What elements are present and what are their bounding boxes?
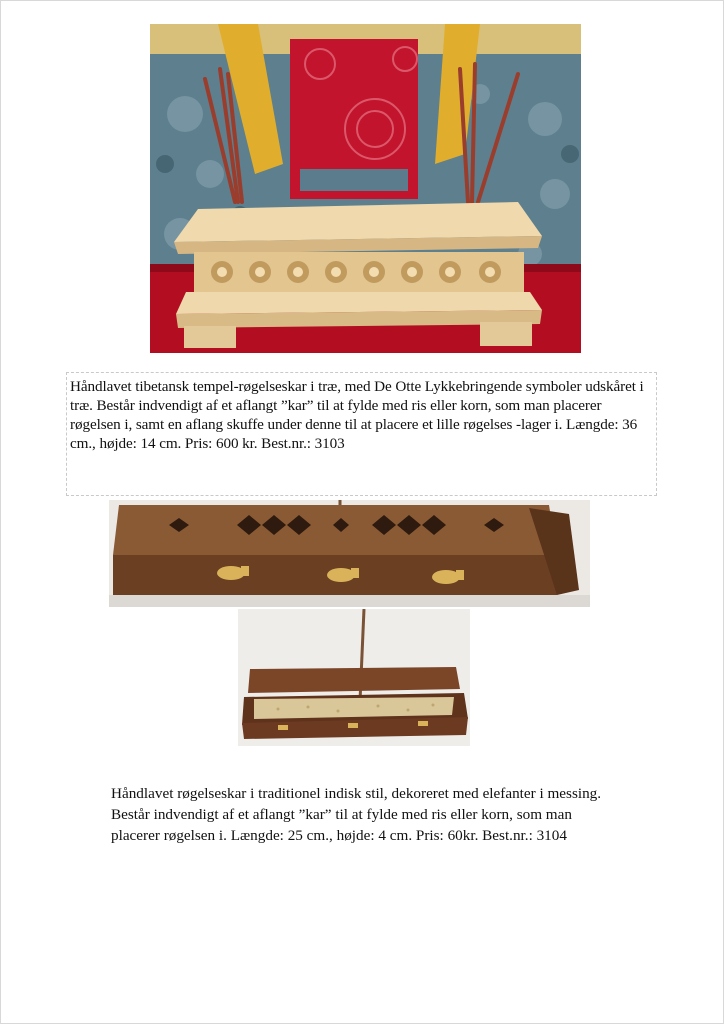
elephant-incense-box-closed-photo xyxy=(109,500,590,607)
temple-incense-box-photo xyxy=(150,24,581,353)
product-3103-description: Håndlavet tibetansk tempel-røgelseskar i træ, med De Otte Lykkebringende symboler udskåret i træ. Består indvendigt af et aflangt ”kar” til at fylde med ris eller korn, som man placerer røgelsen i, samt en aflang skuffe under denne til at placere et lille røgelses -lager i. Længde: 36 cm., højde: 14 cm. Pris: 600 kr. Best.nr.: 3103 xyxy=(66,372,657,496)
elephant-incense-box-open-photo xyxy=(238,609,470,746)
product-3104-description: Håndlavet røgelseskar i traditionel indisk stil, dekoreret med elefanter i messing. Består indvendigt af et aflangt ”kar” til at fylde med ris eller korn, som man placerer røgelsen i. Længde: 25 cm., højde: 4 cm. Pris: 60kr. Best.nr.: 3104 xyxy=(111,785,602,844)
